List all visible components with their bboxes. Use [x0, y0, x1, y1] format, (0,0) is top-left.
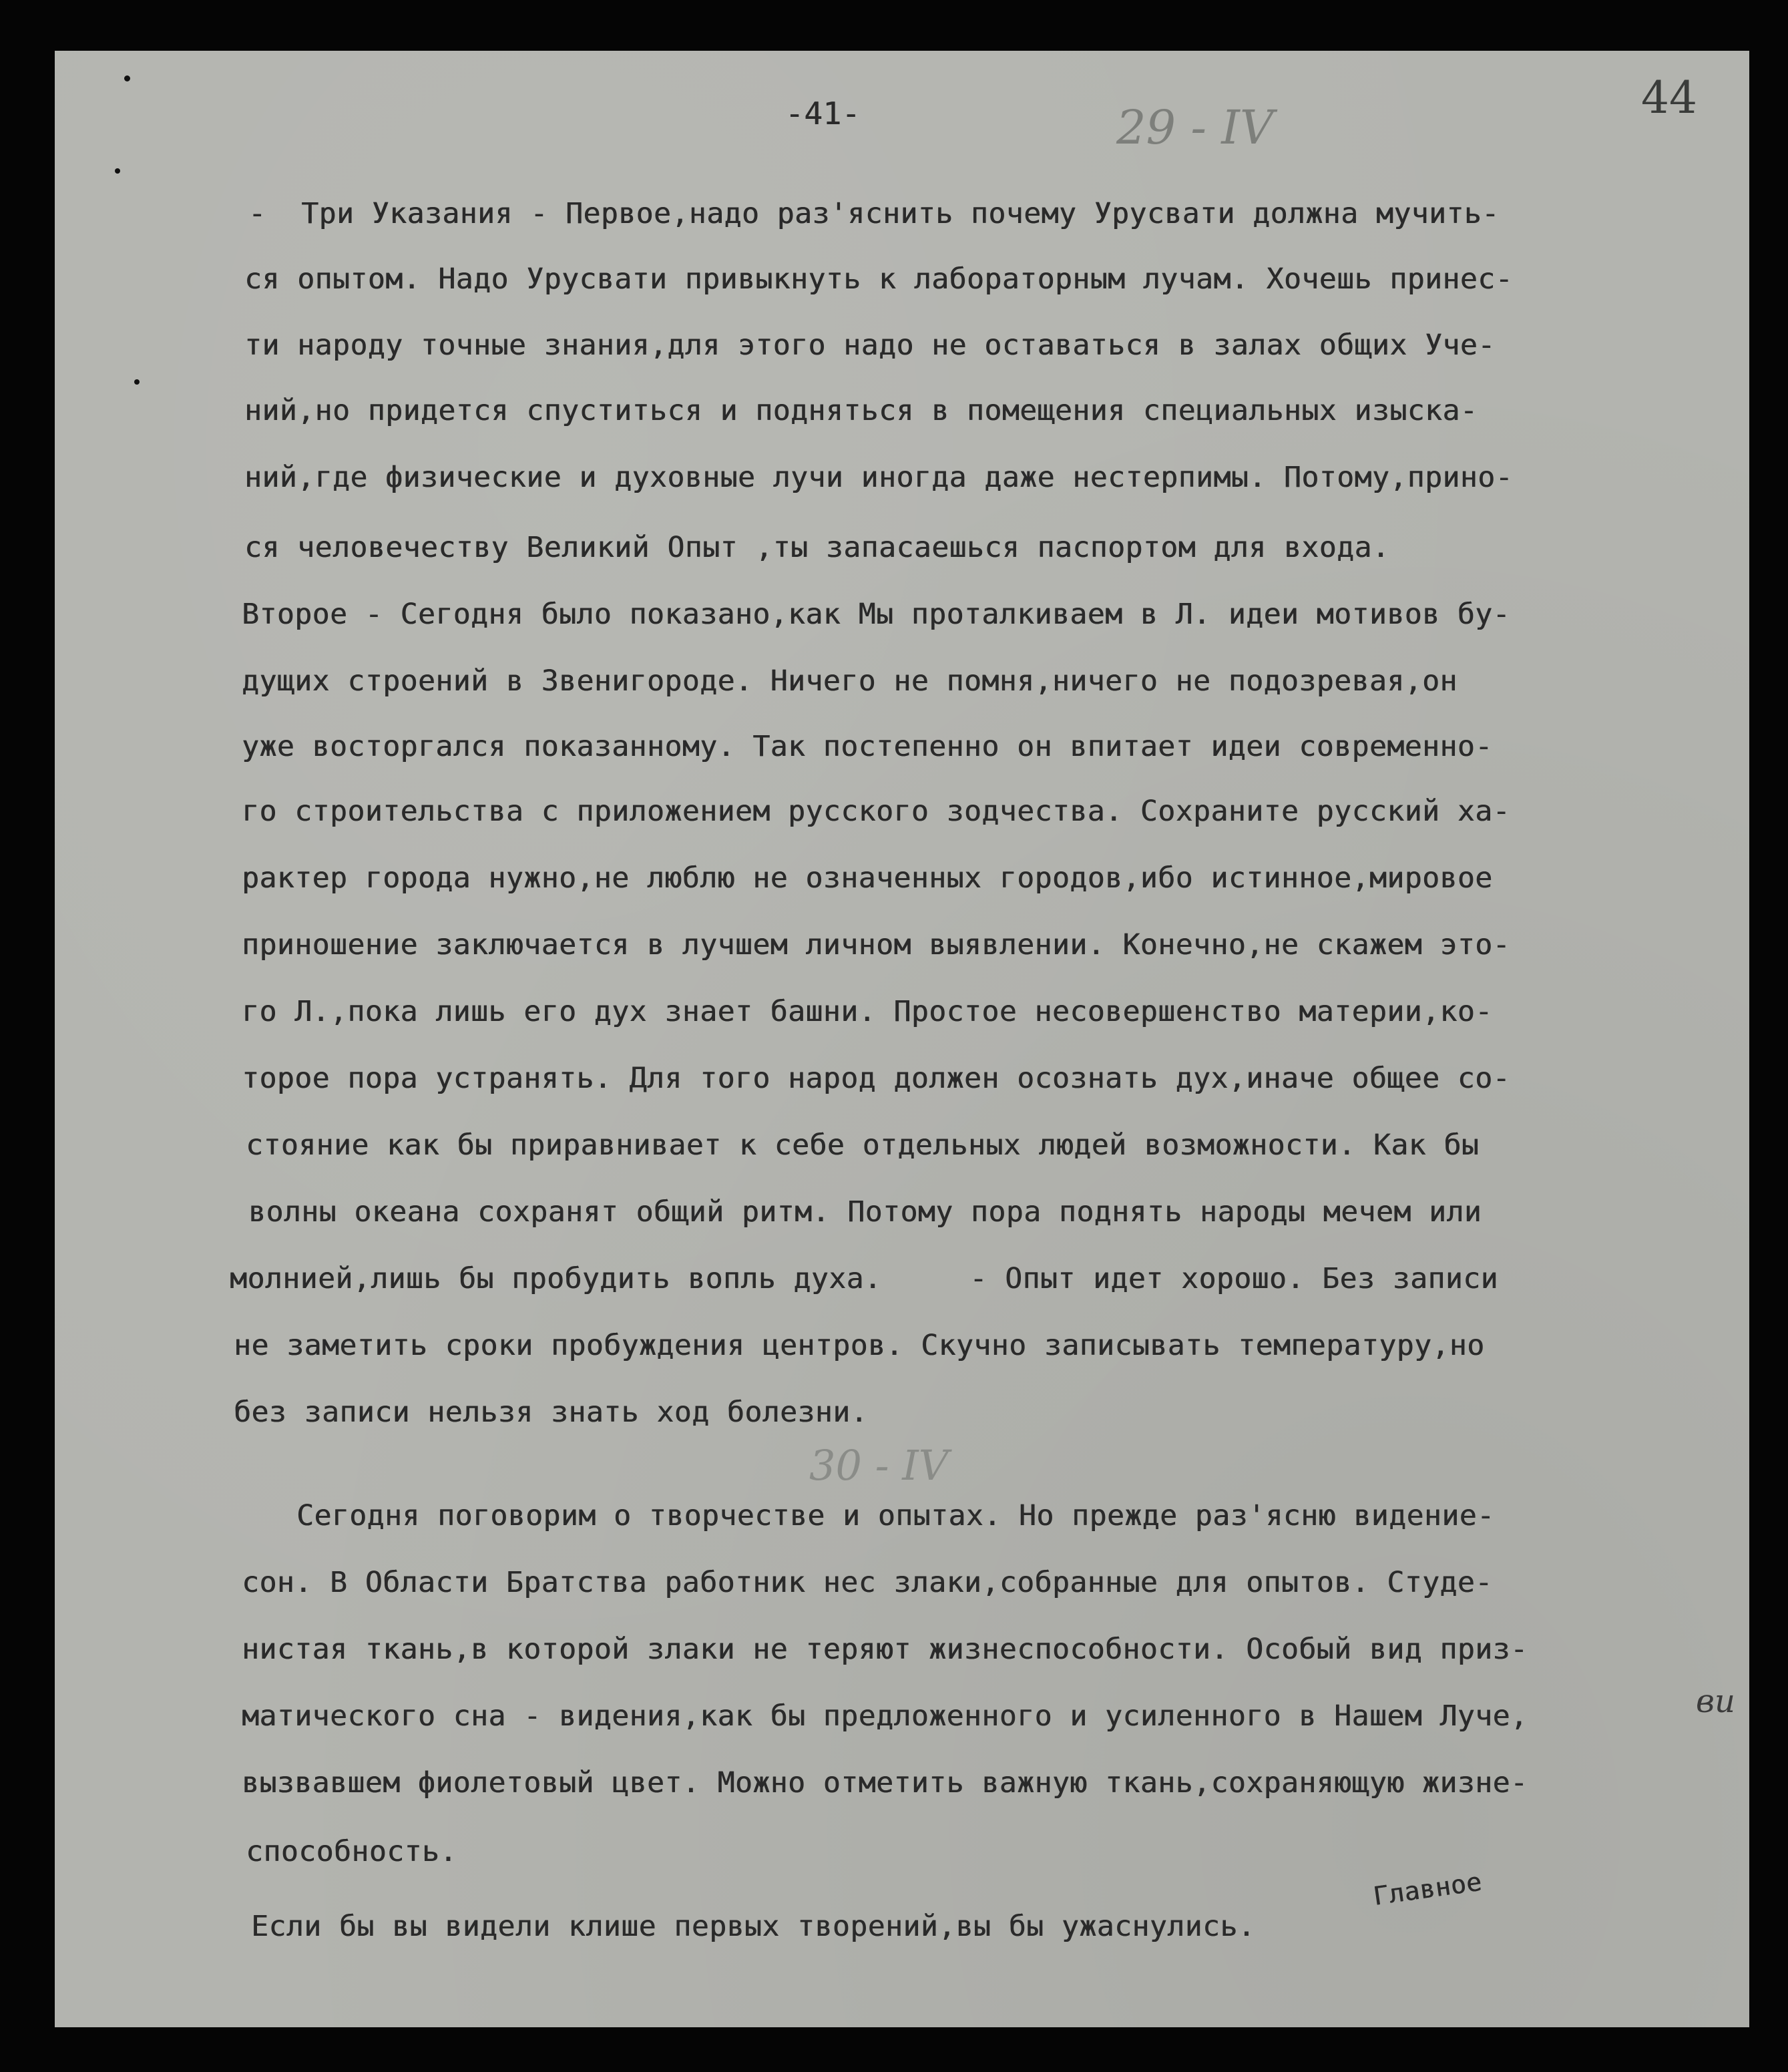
text-line: дущих строений в Звенигороде. Ничего не помня,ничего не подозревая,он — [242, 664, 1458, 698]
text-line: - Три Указания - Первое,надо раз'яснить почему Урусвати должна мучить- — [248, 197, 1500, 230]
text-line: сон. В Области Братства работник нес злаки,собранные для опытов. Студе- — [242, 1566, 1493, 1599]
text-line: уже восторгался показанному. Так постепенно он впитает идеи современно- — [242, 730, 1493, 763]
handwritten-date-2: 30 - IV — [809, 1441, 949, 1490]
text-line: вызвавшем фиолетовый цвет. Можно отметить важную ткань,сохраняющую жизне- — [242, 1766, 1528, 1800]
text-line: ний,где физические и духовные лучи иногда даже нестерпимы. Потому,прино- — [244, 461, 1513, 494]
text-line: рактер города нужно,не люблю не означенных городов,ибо истинное,мировое — [242, 861, 1493, 895]
speck-mark — [124, 75, 130, 81]
text-line: без записи нельзя знать ход болезни. — [234, 1396, 868, 1429]
text-line: го строительства с приложением русского зодчества. Сохраните русский ха- — [242, 795, 1510, 828]
text-line: Сегодня поговорим о творчестве и опытах. Но прежде раз'ясню видение- — [296, 1499, 1495, 1532]
text-line: нистая ткань,в которой злаки не теряют жизнеспособности. Особый вид приз- — [242, 1633, 1528, 1666]
text-line: го Л.,пока лишь его дух знает башни. Простое несовершенство материи,ко- — [242, 995, 1493, 1028]
text-line: Второе - Сегодня было показано,как Мы проталкиваем в Л. идеи мотивов бу- — [242, 598, 1510, 631]
text-line: молнией,лишь бы пробудить вопль духа. - Опыт идет хорошо. Без записи — [230, 1262, 1498, 1295]
text-line: ся человечеству Великий Опыт ,ты запасаешься паспортом для входа. — [244, 531, 1390, 564]
margin-insert: ви — [1696, 1683, 1735, 1720]
text-line: волны океана сохранят общий ритм. Потому пора поднять народы мечем или — [248, 1195, 1482, 1229]
handwritten-date: 29 - IV — [1116, 100, 1274, 155]
speck-mark — [115, 168, 120, 174]
speck-mark — [134, 379, 140, 385]
text-line: стояние как бы приравнивает к себе отдельных людей возможности. Как бы — [246, 1128, 1480, 1162]
text-line: торое пора устранять. Для того народ должен осознать дух,иначе общее со- — [242, 1062, 1510, 1095]
sheet-number: 44 — [1641, 72, 1697, 124]
text-line-raised: Главное — [1371, 1866, 1484, 1911]
page-number: -41- — [785, 95, 861, 132]
text-line: не заметить сроки пробуждения центров. Скучно записывать температуру,но — [234, 1329, 1485, 1362]
text-line: Если бы вы видели клише первых творений,вы бы ужаснулись. — [251, 1910, 1256, 1943]
text-line: приношение заключается в лучшем личном выявлении. Конечно,не скажем это- — [242, 928, 1510, 962]
text-line: ся опытом. Надо Урусвати привыкнуть к лабораторным лучам. Хочешь принес- — [244, 262, 1513, 296]
text-line: ти народу точные знания,для этого надо не оставаться в залах общих Уче- — [244, 329, 1496, 362]
text-line: ний,но придется спуститься и подняться в помещения специальных изыска- — [244, 394, 1478, 427]
text-line: матического сна - видения,как бы предложенного и усиленного в Нашем Луче, — [242, 1699, 1528, 1733]
text-line: способность. — [246, 1835, 457, 1868]
